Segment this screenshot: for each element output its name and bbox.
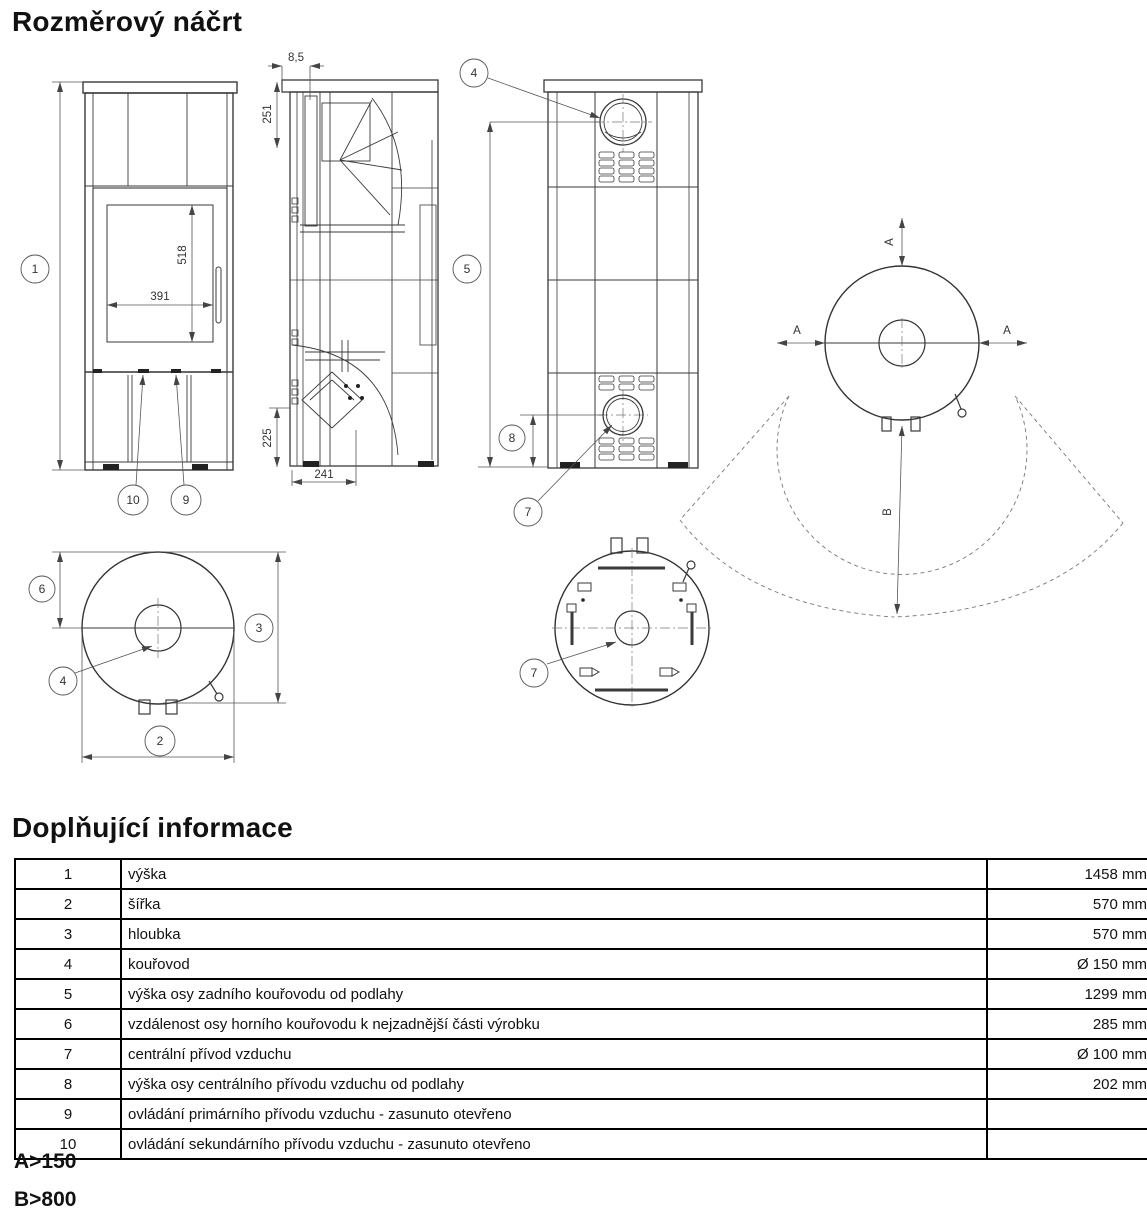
row-number: 10: [15, 1129, 121, 1159]
svg-text:1: 1: [31, 262, 39, 276]
side-section-view: [262, 52, 438, 486]
table-row: [15, 859, 1147, 889]
row-number: 5: [15, 979, 121, 1009]
svg-text:4: 4: [470, 66, 478, 80]
callout-4: [460, 59, 488, 87]
row-value: Ø 150 mm: [987, 949, 1147, 979]
row-number: 7: [15, 1039, 121, 1069]
callout-4b: [49, 667, 77, 695]
dim-glass-width: 391: [150, 291, 170, 303]
table-row: [15, 1129, 1147, 1159]
clearance-a-left: A: [793, 325, 801, 337]
callout-8: [499, 425, 525, 451]
top-view: [29, 552, 286, 763]
table-row: [15, 1039, 1147, 1069]
row-number: 2: [15, 889, 121, 919]
table-row: [15, 949, 1147, 979]
dim-side-bottom-depth: 241: [314, 469, 334, 481]
row-number: 6: [15, 1009, 121, 1039]
row-value: 202 mm: [987, 1069, 1147, 1099]
clearance-note-b: B>800: [14, 1188, 77, 1211]
table-row: [15, 1069, 1147, 1099]
svg-text:5: 5: [463, 262, 471, 276]
row-label: vzdálenost osy horního kouřovodu k nejzadnější části výrobku: [121, 1009, 987, 1039]
row-label: výška: [121, 859, 987, 889]
table-row: [15, 919, 1147, 949]
dim-glass-height: 518: [177, 245, 189, 265]
table-row: [15, 1099, 1147, 1129]
callout-7b: [520, 659, 548, 687]
table-row: [15, 979, 1147, 1009]
dim-side-bottom-height: 225: [262, 428, 274, 448]
row-value: 1458 mm: [987, 859, 1147, 889]
page-title: Rozměrový náčrt: [12, 6, 243, 37]
info-table: [14, 858, 1147, 1160]
row-value: Ø 100 mm: [987, 1039, 1147, 1069]
svg-text:8: 8: [508, 431, 516, 445]
row-value: 570 mm: [987, 889, 1147, 919]
section-title: Doplňující informace: [12, 812, 293, 843]
row-label: ovládání primárního přívodu vzduchu - zasunuto otevřeno: [121, 1099, 987, 1129]
dim-side-top-offset: 8,5: [288, 52, 304, 64]
row-value: [987, 1129, 1147, 1159]
row-label: ovládání sekundárního přívodu vzduchu - zasunuto otevřeno: [121, 1129, 987, 1159]
callout-2: [145, 726, 175, 756]
callout-6: [29, 576, 55, 602]
callout-7: [514, 498, 542, 526]
row-value: [987, 1099, 1147, 1129]
dim-side-top-depth: 251: [262, 104, 274, 124]
row-number: 8: [15, 1069, 121, 1099]
rear-view: [453, 59, 702, 526]
clearance-note-a: A>150: [14, 1150, 77, 1173]
svg-text:9: 9: [182, 493, 190, 507]
row-label: hloubka: [121, 919, 987, 949]
row-label: šířka: [121, 889, 987, 919]
callout-3: [245, 614, 273, 642]
row-number: 4: [15, 949, 121, 979]
callout-1: [21, 255, 49, 283]
callout-5: [453, 255, 481, 283]
svg-text:4: 4: [59, 674, 67, 688]
svg-text:6: 6: [38, 582, 46, 596]
row-value: 1299 mm: [987, 979, 1147, 1009]
svg-text:3: 3: [255, 621, 263, 635]
svg-text:2: 2: [156, 734, 164, 748]
row-label: výška osy zadního kouřovodu od podlahy: [121, 979, 987, 1009]
row-number: 9: [15, 1099, 121, 1129]
row-label: kouřovod: [121, 949, 987, 979]
svg-text:7: 7: [530, 666, 538, 680]
clearance-a-top: A: [884, 238, 896, 246]
svg-text:7: 7: [524, 505, 532, 519]
row-number: 3: [15, 919, 121, 949]
clearance-view: [680, 218, 1123, 617]
clearance-b: B: [882, 508, 894, 516]
row-label: výška osy centrálního přívodu vzduchu od podlahy: [121, 1069, 987, 1099]
bottom-view: [520, 538, 712, 708]
row-number: 1: [15, 859, 121, 889]
row-value: 285 mm: [987, 1009, 1147, 1039]
table-row: [15, 1009, 1147, 1039]
callout-10: [118, 485, 148, 515]
callout-9: [171, 485, 201, 515]
clearance-a-right: A: [1003, 325, 1011, 337]
svg-text:10: 10: [126, 493, 140, 507]
row-value: 570 mm: [987, 919, 1147, 949]
front-sill-marks: [93, 369, 221, 470]
row-label: centrální přívod vzduchu: [121, 1039, 987, 1069]
table-row: [15, 889, 1147, 919]
front-view: [21, 82, 237, 515]
